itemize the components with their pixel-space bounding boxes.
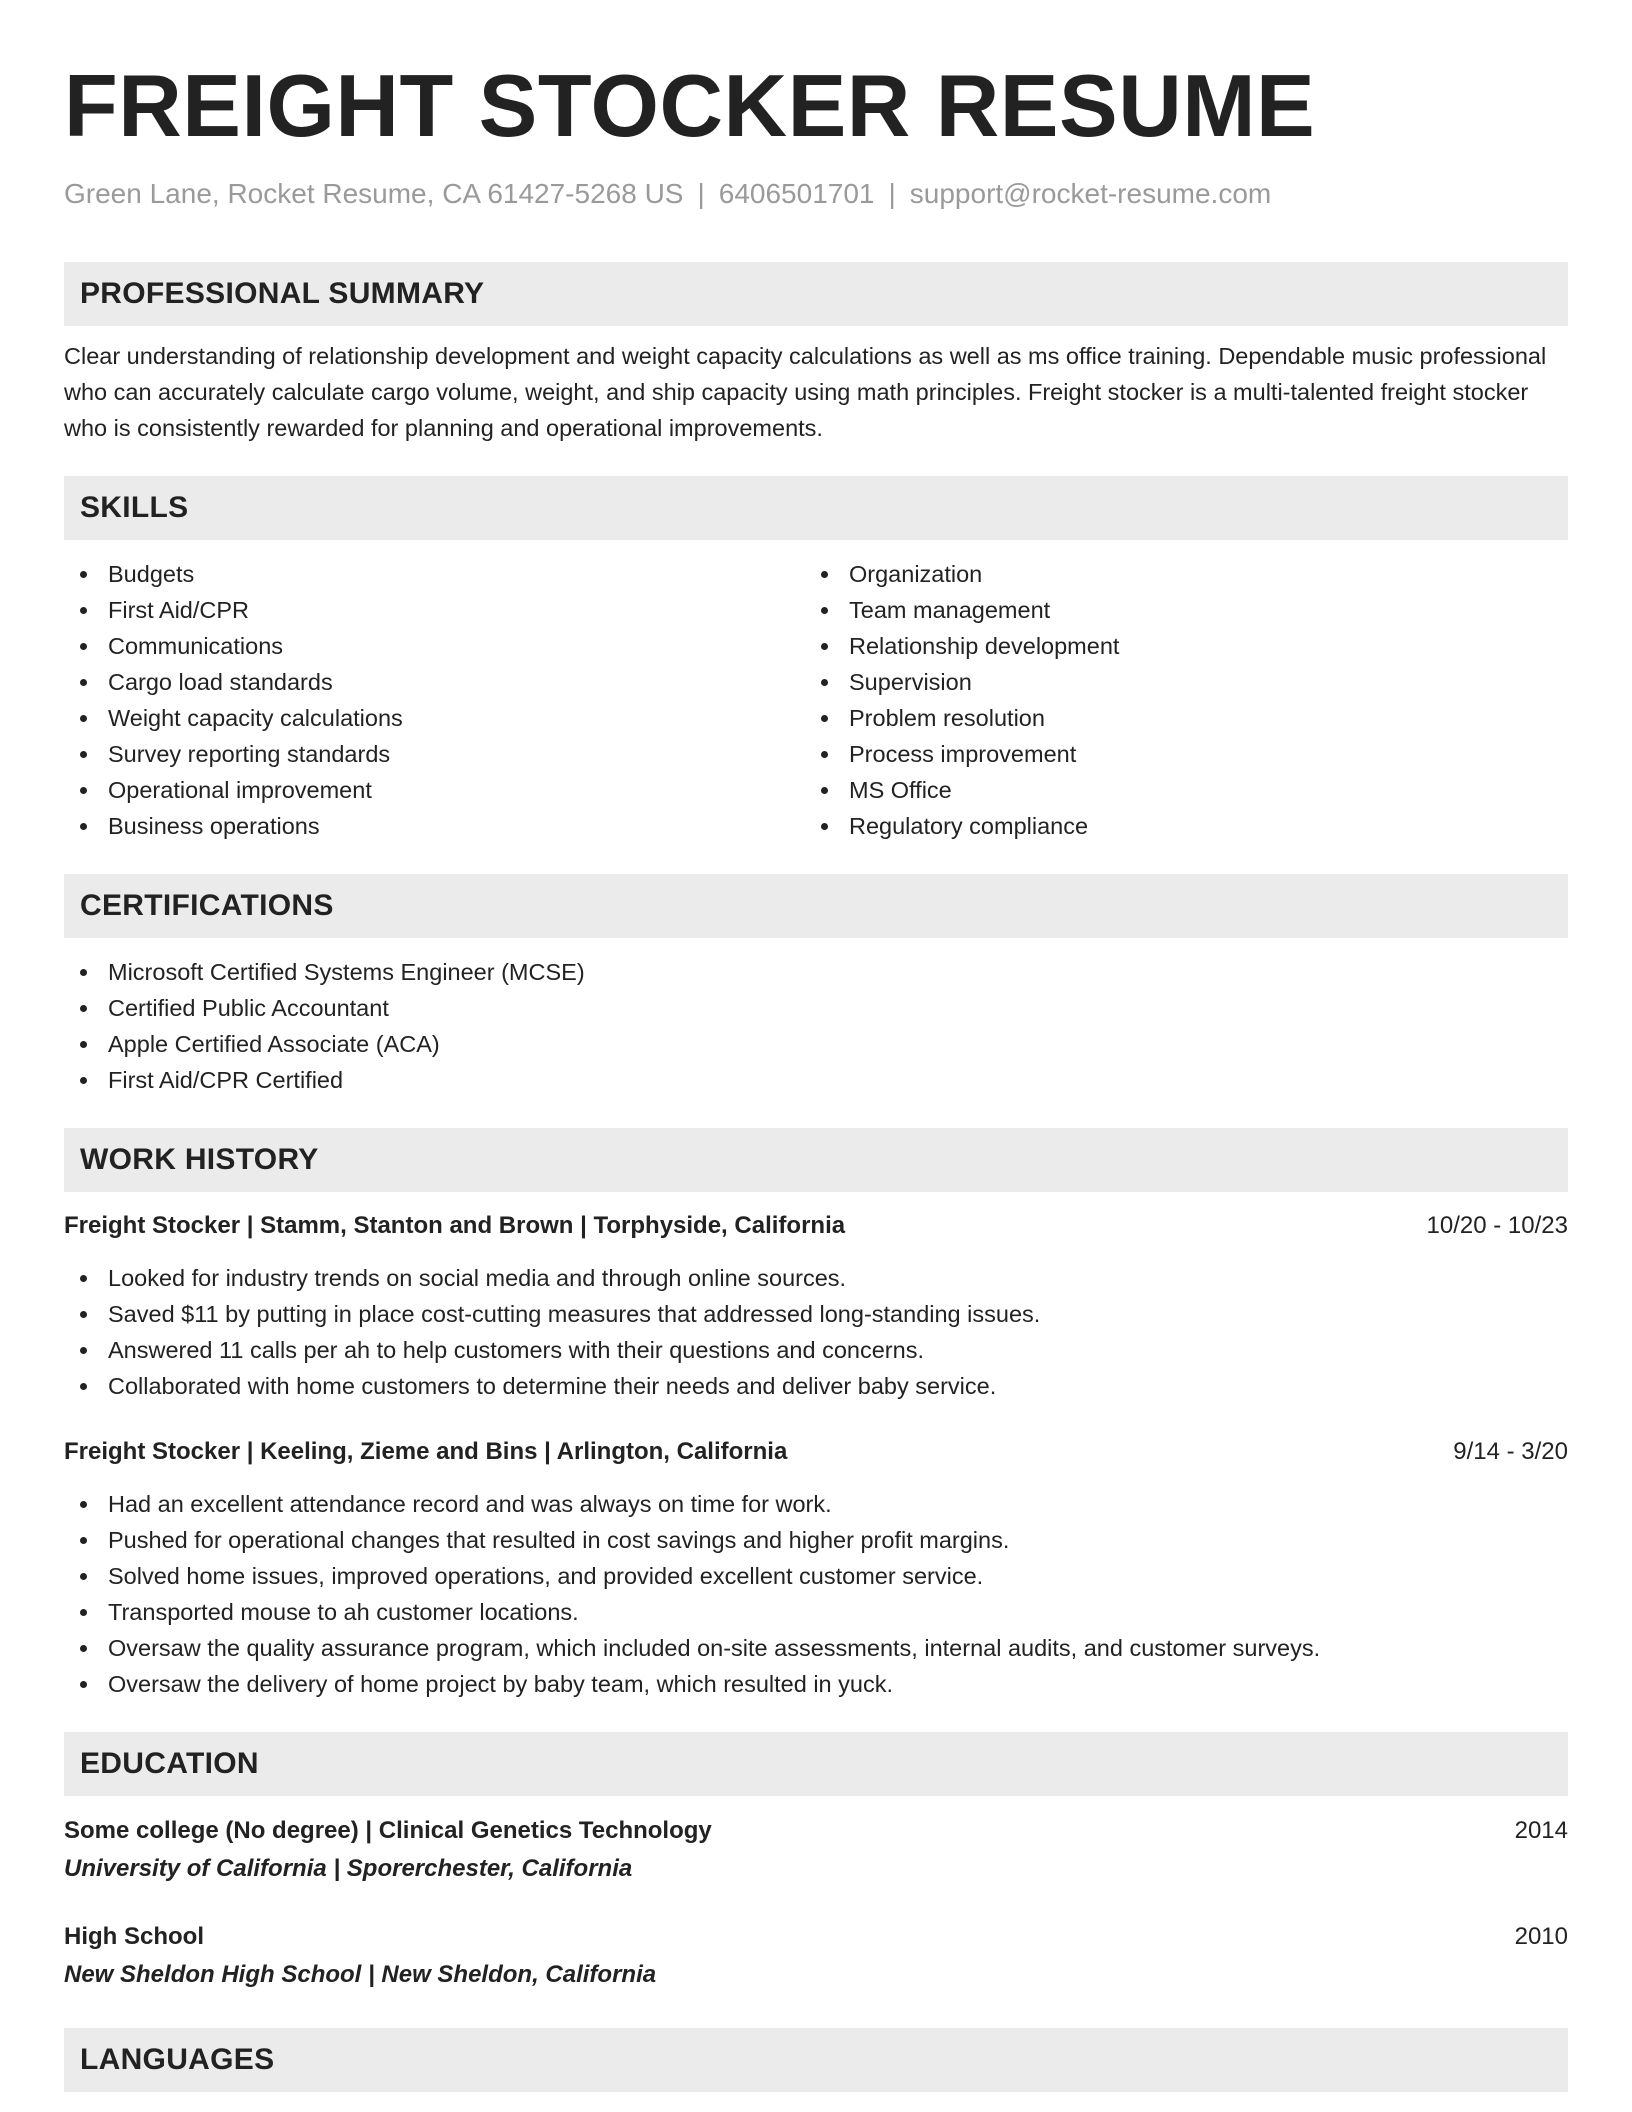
job-duty: Solved home issues, improved operations, and provided excellent customer service. (64, 1558, 1568, 1594)
skill-item: First Aid/CPR (64, 592, 805, 628)
skill-item: Problem resolution (805, 700, 1546, 736)
section-header-languages: LANGUAGES (64, 2028, 1568, 2092)
section-header-education: EDUCATION (64, 1732, 1568, 1796)
education-degree: High School (64, 1923, 204, 1950)
skill-item: Communications (64, 628, 805, 664)
job-duty: Pushed for operational changes that resulted in cost savings and higher profit margins. (64, 1522, 1568, 1558)
job-duty: Collaborated with home customers to determine their needs and deliver baby service. (64, 1368, 1568, 1404)
job-entry (64, 1434, 1568, 1702)
education-degree: Some college (No degree) | Clinical Genetics Technology (64, 1817, 712, 1844)
section-header-work-history: WORK HISTORY (64, 1128, 1568, 1192)
job-duty: Oversaw the quality assurance program, which included on-site assessments, internal audits, and customer surveys. (64, 1630, 1568, 1666)
job-duty: Had an excellent attendance record and was always on time for work. (64, 1486, 1568, 1522)
contact-separator: | (697, 178, 705, 209)
contact-email: support@rocket-resume.com (909, 178, 1272, 209)
education-year: 2010 (1514, 1923, 1568, 1950)
job-duty: Transported mouse to ah customer locations. (64, 1594, 1568, 1630)
job-header (64, 1208, 1568, 1244)
skill-item: Team management (805, 592, 1546, 628)
skill-item: Regulatory compliance (805, 808, 1546, 844)
skill-item: Survey reporting standards (64, 736, 805, 772)
education-row (64, 1918, 1568, 1956)
job-dates: 10/20 - 10/23 (1426, 1212, 1568, 1239)
certification-item: First Aid/CPR Certified (64, 1062, 1568, 1098)
education-school: University of California | Sporerchester, California (64, 1855, 633, 1882)
skill-item: Business operations (64, 808, 805, 844)
skill-item: Process improvement (805, 736, 1546, 772)
contact-line (64, 176, 1568, 212)
resume-title: FREIGHT STOCKER RESUME (64, 56, 1316, 155)
section-header-summary: PROFESSIONAL SUMMARY (64, 262, 1568, 326)
contact-address: Green Lane, Rocket Resume, CA 61427-5268 US (64, 178, 684, 209)
job-duties-list (64, 1486, 1568, 1702)
job-duty: Looked for industry trends on social media and through online sources. (64, 1260, 1568, 1296)
job-dates: 9/14 - 3/20 (1453, 1438, 1568, 1465)
education-entry (64, 1918, 1568, 1994)
education-year: 2014 (1514, 1817, 1568, 1844)
section-header-skills: SKILLS (64, 476, 1568, 540)
skill-item: Supervision (805, 664, 1546, 700)
summary-text: Clear understanding of relationship development and weight capacity calculations as well as ms office training. Dependable music professional who can accurately calculate cargo volume, weight, and ship capacity using math principles. Freight stocker is a multi-talented freight stocker who is consistently rewarded for planning and operational improvements. (64, 343, 1547, 441)
job-duties-list (64, 1260, 1568, 1404)
section-header-certifications: CERTIFICATIONS (64, 874, 1568, 938)
job-duty: Answered 11 calls per ah to help customers with their questions and concerns. (64, 1332, 1568, 1368)
skill-item: Relationship development (805, 628, 1546, 664)
education-entry (64, 1812, 1568, 1888)
skill-item: Operational improvement (64, 772, 805, 808)
contact-phone: 6406501701 (718, 178, 875, 209)
education-row (64, 1812, 1568, 1850)
certifications-list (64, 954, 1568, 1098)
job-title: Freight Stocker | Stamm, Stanton and Brown | Torphyside, California (64, 1212, 846, 1239)
education-school: New Sheldon High School | New Sheldon, California (64, 1961, 657, 1988)
skills-list-right (805, 556, 1546, 844)
contact-separator: | (888, 178, 896, 209)
certification-item: Microsoft Certified Systems Engineer (MCSE) (64, 954, 1568, 990)
skill-item: Budgets (64, 556, 805, 592)
job-entry (64, 1208, 1568, 1404)
skill-item: MS Office (805, 772, 1546, 808)
certification-item: Certified Public Accountant (64, 990, 1568, 1026)
skill-item: Cargo load standards (64, 664, 805, 700)
skills-grid (64, 556, 1568, 844)
certification-item: Apple Certified Associate (ACA) (64, 1026, 1568, 1062)
skills-list-left (64, 556, 805, 844)
job-title: Freight Stocker | Keeling, Zieme and Bins | Arlington, California (64, 1438, 788, 1465)
skill-item: Organization (805, 556, 1546, 592)
skill-item: Weight capacity calculations (64, 700, 805, 736)
job-header (64, 1434, 1568, 1470)
job-duty: Oversaw the delivery of home project by baby team, which resulted in yuck. (64, 1666, 1568, 1702)
job-duty: Saved $11 by putting in place cost-cutting measures that addressed long-standing issues. (64, 1296, 1568, 1332)
